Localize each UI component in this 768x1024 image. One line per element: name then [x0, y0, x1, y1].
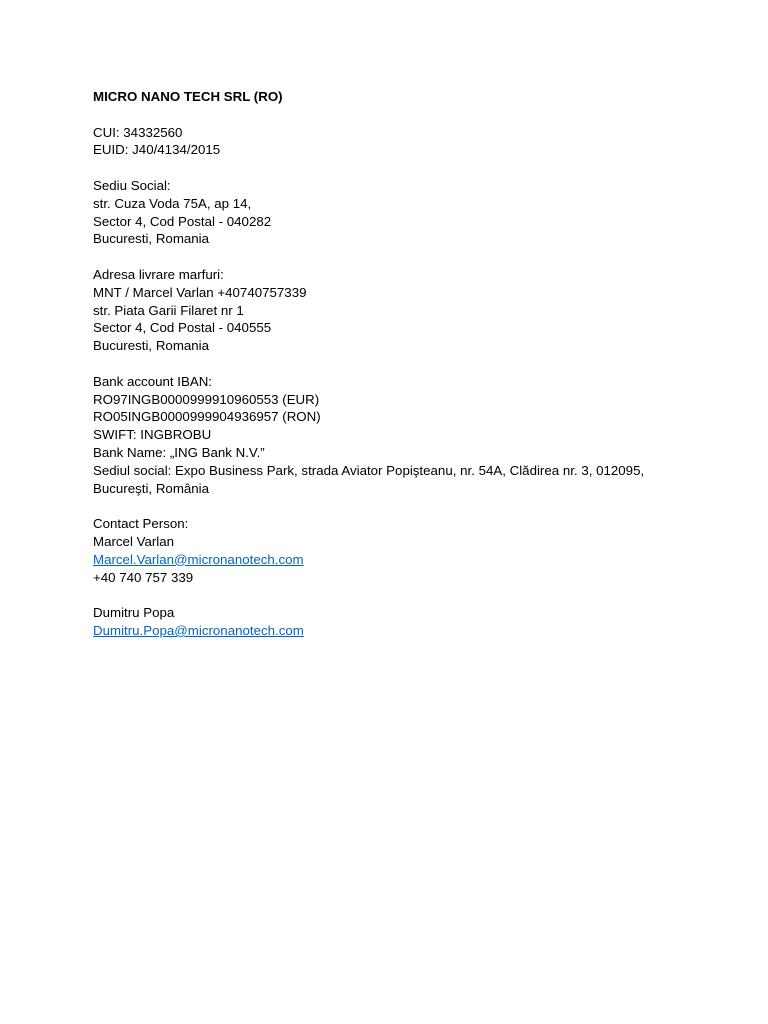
delivery-address-label: Adresa livrare marfuri: [93, 266, 224, 282]
bank-account-label: Bank account IBAN: [93, 373, 212, 389]
document-page [93, 88, 733, 640]
contact1-name: Marcel Varlan [93, 533, 175, 549]
spacer [93, 248, 733, 266]
iban-eur: RO97INGB0000999910960553 (EUR) [93, 391, 320, 407]
registered-office-line1: str. Cuza Voda 75A, ap 14, [93, 195, 252, 211]
registered-office-line2: Sector 4, Cod Postal - 040282 [93, 213, 272, 229]
contact-person-label: Contact Person: [93, 516, 189, 532]
bank-name: Bank Name: „ING Bank N.V.” [93, 444, 265, 460]
spacer [93, 497, 733, 515]
contact2-name: Dumitru Popa [93, 605, 175, 621]
iban-ron: RO05INGB0000999904936957 (RON) [93, 409, 321, 425]
bank-office-line1: Sediul social: Expo Business Park, strada Aviator Popişteanu, nr. 54A, Clădirea nr. 3, 012095, [93, 462, 645, 478]
contact1-phone: +40 740 757 339 [93, 569, 194, 585]
spacer [93, 106, 733, 124]
spacer [93, 159, 733, 177]
delivery-address-line3: Sector 4, Cod Postal - 040555 [93, 320, 272, 336]
contact2-email-link[interactable]: Dumitru.Popa@micronanotech.com [93, 622, 304, 638]
bank-office-line2: Bucureşti, România [93, 480, 210, 496]
spacer [93, 586, 733, 604]
delivery-address-line2: str. Piata Garii Filaret nr 1 [93, 302, 244, 318]
company-name: MICRO NANO TECH SRL (RO) [93, 89, 283, 104]
company-cui: CUI: 34332560 [93, 124, 183, 140]
company-euid: EUID: J40/4134/2015 [93, 142, 221, 158]
spacer [93, 355, 733, 373]
delivery-address-line4: Bucuresti, Romania [93, 338, 210, 354]
delivery-address-line1: MNT / Marcel Varlan +40740757339 [93, 284, 307, 300]
registered-office-label: Sediu Social: [93, 177, 171, 193]
contact1-email-link[interactable]: Marcel.Varlan@micronanotech.com [93, 551, 304, 567]
swift-code: SWIFT: INGBROBU [93, 427, 212, 443]
registered-office-line3: Bucuresti, Romania [93, 231, 210, 247]
